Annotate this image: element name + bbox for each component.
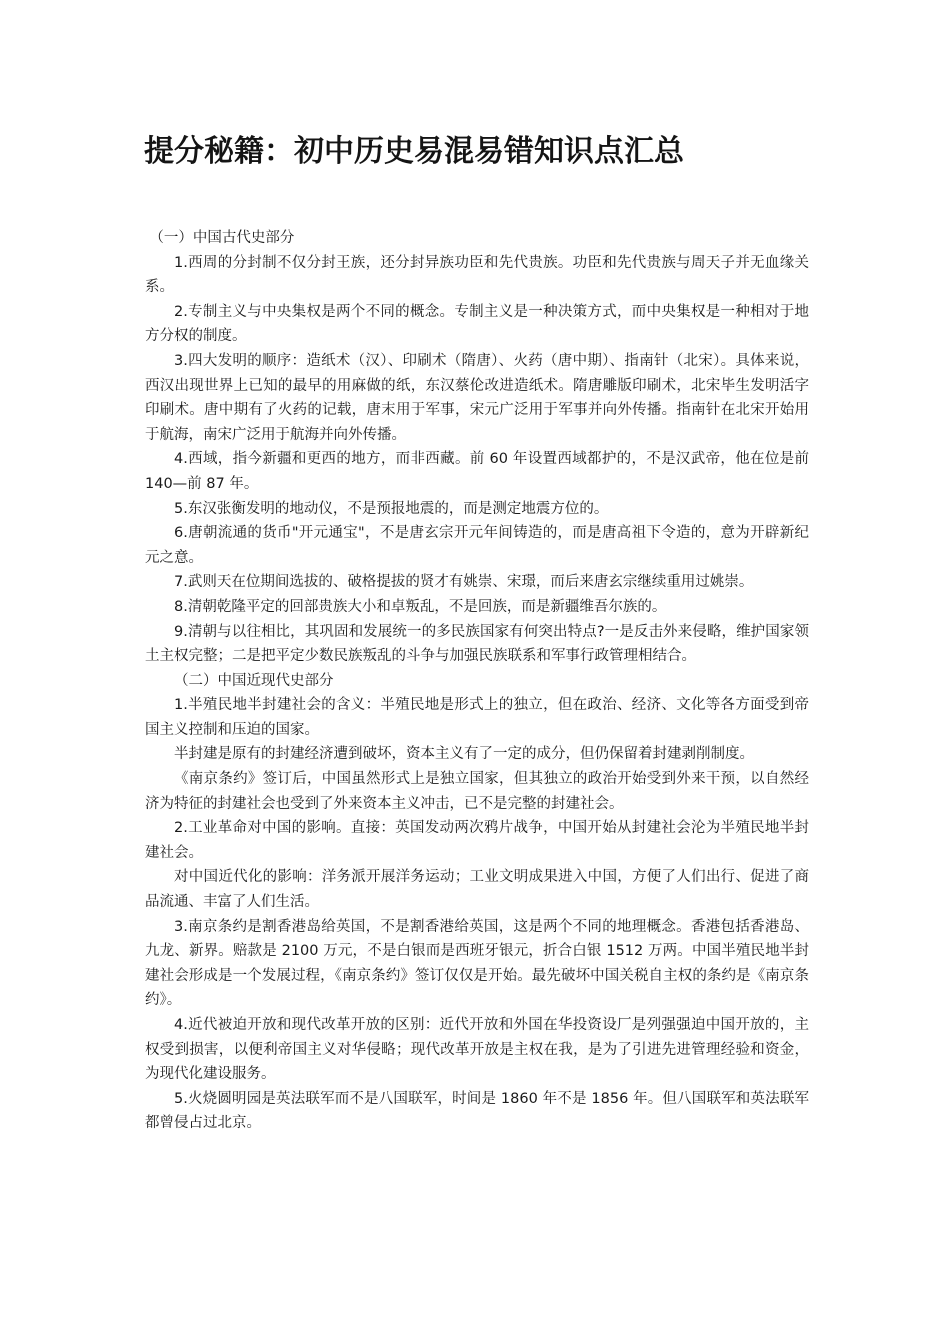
paragraph: 3.南京条约是割香港岛给英国，不是割香港给英国，这是两个不同的地理概念。香港包括香港岛、九龙、新界。赔款是 2100 万元，不是白银而是西班牙银元，折合白银 1512 万两。中国半殖民地半封建社会形成是一个发展过程，《南京条约》签订仅仅是开始。最先破坏中国关税自主权的条约是《南京条约》。 (145, 918, 809, 1009)
paragraph: 半封建是原有的封建经济遭到破坏，资本主义有了一定的成分，但仍保留着封建剥削制度。 (174, 746, 754, 763)
paragraph: 9.清朝与以往相比，其巩固和发展统一的多民族国家有何突出特点?一是反击外来侵略，维护国家领土主权完整；二是把平定少数民族叛乱的斗争与加强民族联系和军事行政管理相结合。 (145, 623, 809, 665)
paragraph: 4.西域，指今新疆和更西的地方，而非西藏。前 60 年设置西域都护的，不是汉武帝，他在位是前 140—前 87 年。 (145, 451, 809, 492)
paragraph: 6.唐朝流通的货币"开元通宝"，不是唐玄宗开元年间铸造的，而是唐高祖下令造的，意为开辟新纪元之意。 (145, 525, 809, 566)
paragraph: 2.工业革命对中国的影响。直接：英国发动两次鸦片战争，中国开始从封建社会沦为半殖民地半封建社会。 (145, 820, 809, 861)
paragraph: 3.四大发明的顺序：造纸术（汉）、印刷术（隋唐）、火药（唐中期）、指南针（北宋）。具体来说，西汉出现世界上已知的最早的用麻做的纸，东汉蔡伦改进造纸术。隋唐雕版印刷术，北宋毕生发明活字印刷术。唐中期有了火药的记载，唐末用于军事，宋元广泛用于军事并向外传播。指南针在北宋开始用于航海，南宋广泛用于航海并向外传播。 (145, 352, 809, 443)
document-body (145, 226, 809, 1136)
paragraph: 2.专制主义与中央集权是两个不同的概念。专制主义是一种决策方式，而中央集权是一种相对于地方分权的制度。 (145, 303, 809, 345)
section-heading-ancient: （一）中国古代史部分 (149, 230, 295, 246)
paragraph: 8.清朝乾隆平定的回部贵族大小和卓叛乱，不是回族，而是新疆维吾尔族的。 (174, 598, 667, 615)
paragraph: 7.武则天在位期间选拔的、破格提拔的贤才有姚崇、宋璟，而后来唐玄宗继续重用过姚崇。 (174, 574, 754, 591)
paragraph: 5.东汉张衡发明的地动仪，不是预报地震的，而是测定地震方位的。 (174, 500, 609, 517)
paragraph: 1.西周的分封制不仅分封王族，还分封异族功臣和先代贵族。功臣和先代贵族与周天子并无血缘关系。 (145, 254, 809, 296)
paragraph: 《南京条约》签订后，中国虽然形式上是独立国家，但其独立的政治开始受到外来干预，以自然经济为特征的封建社会也受到了外来资本主义冲击，已不是完整的封建社会。 (145, 771, 809, 812)
paragraph: 5.火烧圆明园是英法联军而不是八国联军，时间是 1860 年不是 1856 年。但八国联军和英法联军都曾侵占过北京。 (145, 1090, 809, 1132)
document-title: 提分秘籍：初中历史易混易错知识点汇总 (144, 134, 684, 169)
paragraph: 对中国近代化的影响：洋务派开展洋务运动；工业文明成果进入中国，方便了人们出行、促进了商品流通、丰富了人们生活。 (145, 869, 809, 911)
section-heading-modern: （二）中国近现代史部分 (174, 672, 334, 689)
paragraph: 4.近代被迫开放和现代改革开放的区别：近代开放和外国在华投资设厂是列强强迫中国开放的，主权受到损害，以便利帝国主义对华侵略；现代改革开放是主权在我，是为了引进先进管理经验和资金，为现代化建设服务。 (145, 1017, 809, 1083)
paragraph: 1.半殖民地半封建社会的含义：半殖民地是形式上的独立，但在政治、经济、文化等各方面受到帝国主义控制和压迫的国家。 (145, 697, 809, 738)
